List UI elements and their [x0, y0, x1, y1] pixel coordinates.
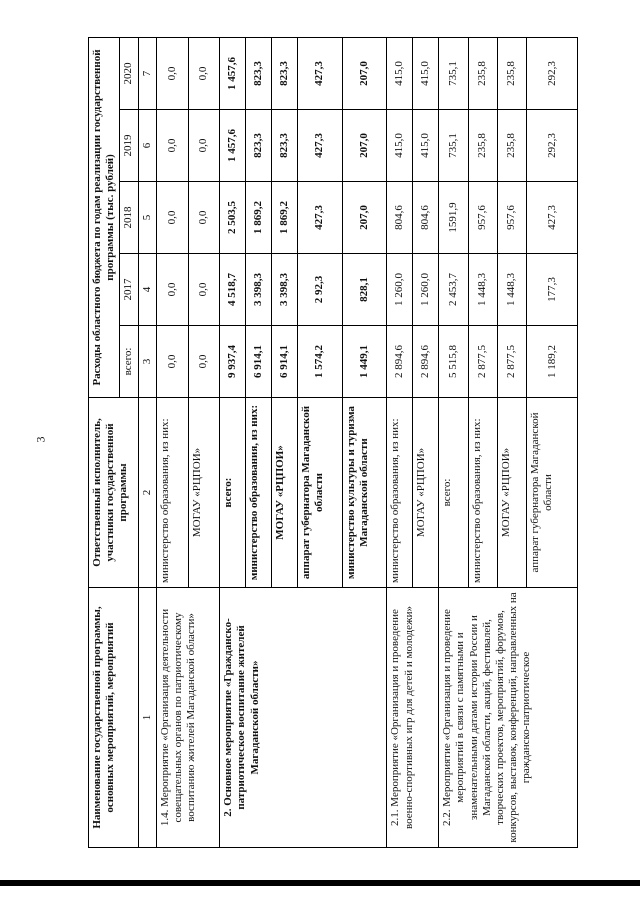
value-cell: 735,1: [439, 110, 468, 182]
value-cell: 0,0: [156, 110, 188, 182]
value-cell: 1591,9: [439, 182, 468, 254]
program-name-cell: 2. Основное мероприятие «Гражданско-патриотическое воспитание жителей Магаданской области»: [220, 588, 387, 848]
value-cell: 828,1: [342, 254, 387, 326]
header-year-2019: 2019: [120, 110, 138, 182]
value-cell: 823,3: [272, 110, 298, 182]
value-cell: 0,0: [156, 37, 188, 109]
value-cell: 4 518,7: [220, 254, 246, 326]
value-cell: 0,0: [188, 254, 220, 326]
table-row: [156, 37, 188, 847]
header-year-2018: 2018: [120, 182, 138, 254]
value-cell: 235,8: [468, 37, 497, 109]
value-cell: 735,1: [439, 37, 468, 109]
value-cell: 427,3: [527, 182, 578, 254]
executor-cell: министерство образования, из них:: [387, 398, 413, 588]
value-cell: 0,0: [188, 182, 220, 254]
value-cell: 2 503,5: [220, 182, 246, 254]
scan-bottom-border: [0, 880, 640, 886]
value-cell: 957,6: [497, 182, 526, 254]
executor-cell: МОГАУ «РЦПОИ»: [272, 398, 298, 588]
value-cell: 957,6: [468, 182, 497, 254]
executor-cell: МОГАУ «РЦПОИ»: [188, 398, 220, 588]
budget-table: [88, 37, 578, 848]
value-cell: 207,0: [342, 37, 387, 109]
value-cell: 1 457,6: [220, 110, 246, 182]
header-executor: Ответственный исполнитель, участники государственной программы: [89, 398, 139, 588]
value-cell: 207,0: [342, 110, 387, 182]
program-name-cell: 2.1. Мероприятие «Организация и проведение военно-спортивных игр для детей и молодежи»: [387, 588, 439, 848]
value-cell: 0,0: [188, 37, 220, 109]
value-cell: 2 453,7: [439, 254, 468, 326]
col-num: 3: [138, 326, 156, 398]
executor-cell: министерство образования, из них:: [156, 398, 188, 588]
value-cell: 1 448,3: [468, 254, 497, 326]
value-cell: 1 574,2: [297, 326, 342, 398]
value-cell: 3 398,3: [272, 254, 298, 326]
value-cell: 1 449,1: [342, 326, 387, 398]
executor-cell: МОГАУ «РЦПОИ»: [413, 398, 439, 588]
value-cell: 9 937,4: [220, 326, 246, 398]
col-num: 4: [138, 254, 156, 326]
executor-cell: всего:: [220, 398, 246, 588]
value-cell: 1 869,2: [246, 182, 272, 254]
col-num: 1: [138, 588, 156, 848]
rotated-table-wrapper: [88, 38, 578, 848]
value-cell: 1 457,6: [220, 37, 246, 109]
value-cell: 2 894,6: [387, 326, 413, 398]
page-number: 3: [33, 436, 48, 443]
executor-cell: всего:: [439, 398, 468, 588]
value-cell: 3 398,3: [246, 254, 272, 326]
col-num: 6: [138, 110, 156, 182]
value-cell: 2 894,6: [413, 326, 439, 398]
executor-cell: аппарат губернатора Магаданской области: [297, 398, 342, 588]
value-cell: 823,3: [246, 37, 272, 109]
value-cell: 1 189,2: [527, 326, 578, 398]
value-cell: 415,0: [387, 110, 413, 182]
value-cell: 235,8: [497, 37, 526, 109]
value-cell: 235,8: [468, 110, 497, 182]
col-num: 5: [138, 182, 156, 254]
table-row: [387, 37, 413, 847]
value-cell: 0,0: [188, 326, 220, 398]
executor-cell: аппарат губернатора Магаданской области: [527, 398, 578, 588]
col-num: 7: [138, 37, 156, 109]
value-cell: 415,0: [413, 110, 439, 182]
executor-cell: министерство образования, из них:: [468, 398, 497, 588]
value-cell: 6 914,1: [272, 326, 298, 398]
col-num: 2: [138, 398, 156, 588]
value-cell: 1 448,3: [497, 254, 526, 326]
value-cell: 2 92,3: [297, 254, 342, 326]
value-cell: 1 260,0: [387, 254, 413, 326]
header-total: всего:: [120, 326, 138, 398]
header-year-2017: 2017: [120, 254, 138, 326]
value-cell: 804,6: [413, 182, 439, 254]
executor-cell: министерство культуры и туризма Магаданской области: [342, 398, 387, 588]
value-cell: 427,3: [297, 110, 342, 182]
value-cell: 427,3: [297, 37, 342, 109]
value-cell: 177,3: [527, 254, 578, 326]
value-cell: 0,0: [156, 326, 188, 398]
value-cell: 415,0: [413, 37, 439, 109]
value-cell: 415,0: [387, 37, 413, 109]
value-cell: 1 869,2: [272, 182, 298, 254]
executor-cell: МОГАУ «РЦПОИ»: [497, 398, 526, 588]
program-name-cell: 2.2. Мероприятие «Организация и проведение мероприятий в связи с памятными и знаменательными датами истории России и Магаданской области, акций, фестивалей, творческих проектов, мероприятий, форумов, конкурсов, выставок, конференций, направленных на гражданско-патриотическое: [439, 588, 578, 848]
value-cell: 2 877,5: [468, 326, 497, 398]
program-name-cell: 1.4. Мероприятие «Организация деятельности совещательных органов по патриотическому воспитанию жителей Магаданской области»: [156, 588, 220, 848]
value-cell: 1 260,0: [413, 254, 439, 326]
executor-cell: министерство образования, из них:: [246, 398, 272, 588]
header-program-name: Наименование государственной программы, основных мероприятий, мероприятий: [89, 588, 139, 848]
value-cell: 235,8: [497, 110, 526, 182]
table-row: [439, 37, 468, 847]
value-cell: 823,3: [246, 110, 272, 182]
value-cell: 2 877,5: [497, 326, 526, 398]
value-cell: 5 515,8: [439, 326, 468, 398]
header-year-2020: 2020: [120, 37, 138, 109]
value-cell: 0,0: [156, 254, 188, 326]
value-cell: 292,3: [527, 37, 578, 109]
value-cell: 823,3: [272, 37, 298, 109]
value-cell: 804,6: [387, 182, 413, 254]
header-expenses: Расходы областного бюджета по годам реализации государственной программы (тыс. рублей): [89, 37, 120, 397]
value-cell: 6 914,1: [246, 326, 272, 398]
value-cell: 0,0: [188, 110, 220, 182]
value-cell: 427,3: [297, 182, 342, 254]
value-cell: 292,3: [527, 110, 578, 182]
table-row: [220, 37, 246, 847]
value-cell: 207,0: [342, 182, 387, 254]
value-cell: 0,0: [156, 182, 188, 254]
